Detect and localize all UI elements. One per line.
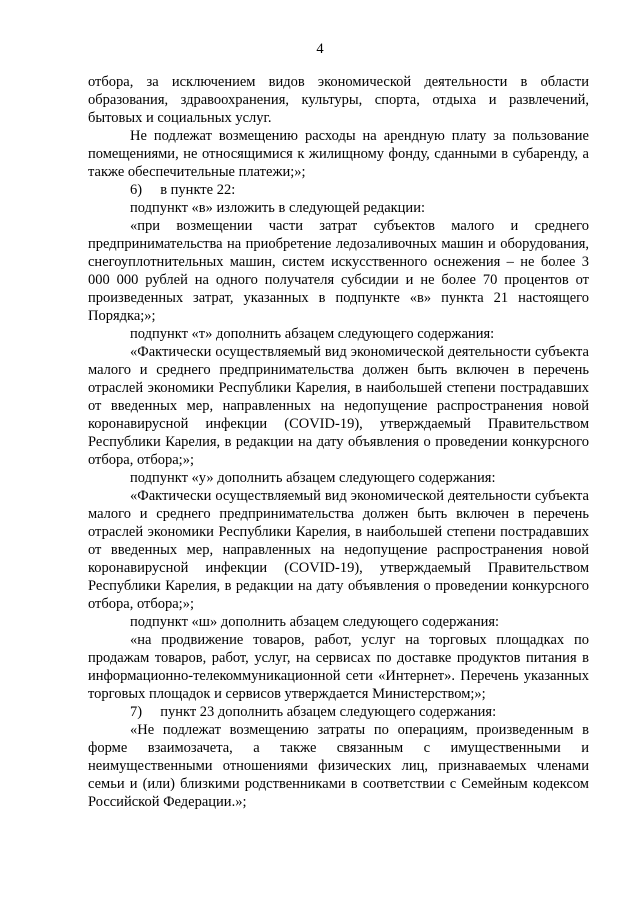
paragraph-subitem-u-intro: подпункт «у» дополнить абзацем следующего содержания:: [130, 470, 496, 486]
paragraph-continuation-exceptions: отбора, за исключением видов экономической деятельности в области образования, здравоохранения, культуры, спорта, отдыха и развлечений, бытовых и социальных услуг.: [88, 74, 589, 126]
paragraph-subitem-u-text: «Фактически осуществляемый вид экономической деятельности субъекта малого и среднего предпринимательства должен быть включен в перечень отраслей экономики Республики Карелия, в наибольшей степени пострадавших от введенных мер, направленных на недопущение распространения новой коронавирусной инфекции (COVID-19), утверждаемый Правительством Республики Карелия, в редакции на дату объявления о проведении конкурсного отбора, отбора;»;: [88, 488, 589, 612]
paragraph-subitem-v-intro: подпункт «в» изложить в следующей редакции:: [130, 200, 425, 216]
paragraph-item-23-text: «Не подлежат возмещению затраты по операциям, произведенным в форме взаимозачета, а также связанным с имущественными и неимущественными отношениями физических лиц, признаваемых членами семьи и (или) близкими родственниками в соответствии с Семейным кодексом Российской Федерации.»;: [88, 722, 589, 810]
paragraph-item-7-heading: 7) пункт 23 дополнить абзацем следующего содержания:: [130, 704, 497, 720]
document-body: [88, 73, 589, 811]
paragraph-rent-not-reimbursed: Не подлежат возмещению расходы на арендную плату за пользование помещениями, не относящимися к жилищному фонду, сданными в субаренду, а также обеспечительные платежи;»;: [88, 128, 589, 180]
paragraph-subitem-t-text: «Фактически осуществляемый вид экономической деятельности субъекта малого и среднего предпринимательства должен быть включен в перечень отраслей экономики Республики Карелия, в наибольшей степени пострадавших от введенных мер, направленных на недопущение распространения новой коронавирусной инфекции (COVID-19), утверждаемый Правительством Республики Карелия, в редакции на дату объявления о проведении конкурсного отбора, отбора;»;: [88, 344, 589, 468]
paragraph-subitem-t-intro: подпункт «т» дополнить абзацем следующего содержания:: [130, 326, 495, 342]
paragraph-item-6-heading: 6) в пункте 22:: [130, 182, 236, 198]
paragraph-subitem-v-text: «при возмещении части затрат субъектов малого и среднего предпринимательства на приобретение ледозаливочных машин и оборудования, снегоуплотнительных машин, систем искусственного оснежения – не более 3 000 000 рублей на одного получателя субсидии и не более 70 процентов от произведенных затрат, указанных в подпункте «в» пункта 21 настоящего Порядка;»;: [88, 218, 589, 324]
paragraph-subitem-sh-intro: подпункт «ш» дополнить абзацем следующего содержания:: [130, 614, 500, 630]
page-number: 4: [316, 41, 324, 57]
paragraph-subitem-sh-text: «на продвижение товаров, работ, услуг на торговых площадках по продажам товаров, работ, услуг, на сервисах по доставке продуктов питания в информационно-телекоммуникационной сети «Интернет». Перечень указанных торговых площадок и сервисов утверждается Министерством;»;: [88, 632, 589, 702]
